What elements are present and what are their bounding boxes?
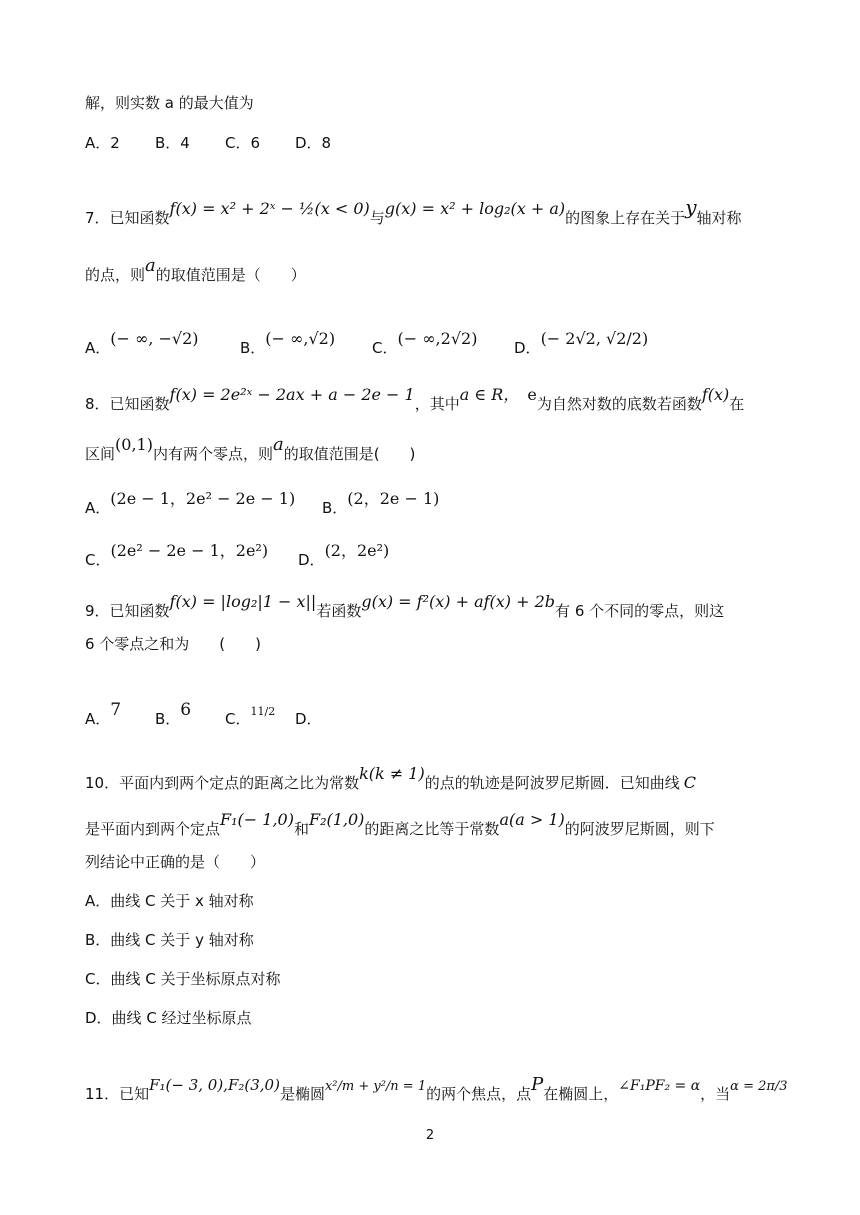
- q6-option-d: D．8: [295, 134, 332, 152]
- q9-option-a: [85, 700, 155, 730]
- q10-k: k(k ≠ 1): [359, 764, 425, 783]
- q8-f-formula: f(x) = 2e²ˣ − 2ax + a − 2e − 1: [169, 385, 415, 404]
- q8-prefix: 8．已知函数: [85, 395, 170, 413]
- q7-option-a: [85, 329, 240, 359]
- q11-ellipse: x²/m + y²/n = 1: [324, 1079, 427, 1094]
- q10-stem-line2: [85, 810, 715, 840]
- q9-option-c-label: C．: [225, 710, 251, 728]
- q8-option-b-label: B．: [322, 499, 348, 517]
- q9-option-c: [225, 705, 295, 732]
- q11-point-p: P: [531, 1074, 544, 1095]
- q8-option-b-value: (2，2e − 1): [347, 489, 440, 508]
- q7-f-formula: f(x) = x² + 2ˣ − ½(x < 0): [169, 199, 370, 218]
- q9-prefix: 9．已知函数: [85, 602, 170, 620]
- q8-option-d: [298, 541, 390, 571]
- q7-option-d-label: D．: [514, 339, 541, 357]
- q8-interval: (0,1): [115, 435, 153, 454]
- q8-option-b: [322, 489, 440, 519]
- q9-stem: [85, 592, 725, 622]
- q8-line2b: 内有两个零点，则: [152, 445, 273, 463]
- page-number: 2: [425, 1128, 435, 1143]
- q10-f2: F₂(1,0): [308, 810, 365, 829]
- q11-mid3: 在椭圆上，: [543, 1085, 619, 1103]
- q10-mid: 的点的轨迹是阿波罗尼斯圆．已知曲线: [424, 774, 680, 792]
- q7-option-a-value: (− ∞, −√2): [110, 329, 199, 348]
- q7-line2a: 的点，则: [85, 266, 146, 284]
- q7-options: [85, 329, 649, 359]
- q6-option-a: A．2: [85, 134, 120, 152]
- q11-alpha: α = 2π/3: [730, 1079, 788, 1094]
- q8-condition: a ∈ R，: [459, 385, 520, 404]
- q7-option-b: [240, 329, 372, 359]
- q9-options: [85, 700, 322, 732]
- q6-option-b: B．4: [155, 134, 190, 152]
- q9-option-b-label: B．: [155, 710, 181, 728]
- q10-stem-line3: 列结论中正确的是（ ）: [85, 853, 266, 871]
- q10-option-b: B．曲线 C 关于 y 轴对称: [85, 931, 254, 949]
- q7-mid: 与: [369, 209, 385, 227]
- q10-prefix: 10．平面内到两个定点的距离之比为常数: [85, 774, 360, 792]
- q9-option-b: [155, 700, 225, 730]
- q8-option-c: [85, 541, 298, 571]
- q8-options-row1: [85, 489, 440, 519]
- q7-a: a: [145, 255, 156, 276]
- q7-option-c-label: C．: [372, 339, 398, 357]
- q11-prefix: 11．已知: [85, 1085, 150, 1103]
- q7-option-c: [372, 329, 514, 359]
- q10-option-c: C．曲线 C 关于坐标原点对称: [85, 970, 281, 988]
- q6-tail: 解，则实数 a 的最大值为: [85, 94, 254, 112]
- q8-option-a: [85, 489, 322, 519]
- q7-g-formula: g(x) = x² + log₂(x + a): [384, 199, 566, 218]
- q8-option-c-label: C．: [85, 551, 111, 569]
- q8-e: e: [527, 385, 537, 404]
- q11-stem: [85, 1074, 788, 1107]
- q9-end: 有 6 个不同的零点，则这: [555, 602, 725, 620]
- q8-stem-line2: [85, 434, 416, 465]
- q11-mid1: 是椭圆: [279, 1085, 325, 1103]
- q7-stem: [85, 195, 742, 229]
- q8-option-a-label: A．: [85, 499, 111, 517]
- q8-line2c: 的取值范围是( ): [283, 445, 416, 463]
- q8-option-a-value: (2e − 1，2e² − 2e − 1): [110, 489, 296, 508]
- q7-option-b-value: (− ∞,√2): [265, 329, 336, 348]
- q9-option-a-label: A．: [85, 710, 111, 728]
- q7-option-d-value: (− 2√2, √2/2): [540, 329, 649, 348]
- q7-option-d: [514, 329, 649, 359]
- q7-y: y: [685, 195, 697, 219]
- q8-stem: [85, 385, 745, 415]
- q10-option-a: A．曲线 C 关于 x 轴对称: [85, 892, 254, 910]
- q9-option-c-value: 11/2: [250, 705, 276, 718]
- q10-option-d: D．曲线 C 经过坐标原点: [85, 1009, 252, 1027]
- q10-stem: [85, 764, 696, 794]
- q10-a: a(a > 1): [499, 810, 565, 829]
- q11-mid4: ，当: [700, 1085, 731, 1103]
- q8-option-d-label: D．: [298, 551, 325, 569]
- q10-and: 和: [293, 820, 309, 838]
- q7-after: 的图象上存在关于: [565, 209, 686, 227]
- q7-option-a-label: A．: [85, 339, 111, 357]
- q10-curve-c: C: [683, 773, 696, 792]
- q11-foci: F₁(− 3, 0),F₂(3,0): [149, 1076, 280, 1094]
- q9-f-formula: f(x) = |log₂|1 − x||: [169, 592, 317, 611]
- q9-option-b-value: 6: [180, 700, 192, 720]
- q6-option-c: C．6: [225, 134, 261, 152]
- q9-option-a-value: 7: [110, 700, 122, 720]
- q11-angle: ∠F₁PF₂ = α: [618, 1078, 701, 1094]
- q9-g-formula: g(x) = f²(x) + af(x) + 2b: [361, 592, 556, 611]
- q6-options: [85, 132, 331, 154]
- q8-options-row2: [85, 541, 390, 571]
- q9-option-d: [295, 708, 322, 730]
- q10-line2c: 的阿波罗尼斯圆，则下: [564, 820, 715, 838]
- q7-stem-line2: [85, 255, 306, 286]
- q9-mid: 若函数: [316, 602, 362, 620]
- q8-mid1: ，其中: [414, 395, 460, 413]
- q11-mid2: 的两个焦点，点: [426, 1085, 532, 1103]
- q9-option-d-label: D．: [295, 710, 322, 728]
- q10-line2b: 的距离之比等于常数: [364, 820, 500, 838]
- q8-option-d-value: (2，2e²): [324, 541, 390, 560]
- q8-end: 在: [729, 395, 745, 413]
- q7-prefix: 7．已知函数: [85, 209, 170, 227]
- q7-line2b: 的取值范围是（ ）: [155, 266, 306, 284]
- q8-fx: f(x): [701, 385, 730, 404]
- q8-mid2: 为自然对数的底数若函数: [536, 395, 702, 413]
- q10-line2a: 是平面内到两个定点: [85, 820, 221, 838]
- q8-option-c-value: (2e² − 2e − 1，2e²): [110, 541, 269, 560]
- q7-option-c-value: (− ∞,2√2): [397, 329, 478, 348]
- q10-f1: F₁(− 1,0): [220, 810, 294, 829]
- q7-end: 轴对称: [696, 209, 742, 227]
- q7-option-b-label: B．: [240, 339, 266, 357]
- q8-line2a: 区间: [85, 445, 116, 463]
- q9-stem-line2: 6 个零点之和为 ( ): [85, 635, 262, 653]
- q8-a: a: [272, 434, 284, 455]
